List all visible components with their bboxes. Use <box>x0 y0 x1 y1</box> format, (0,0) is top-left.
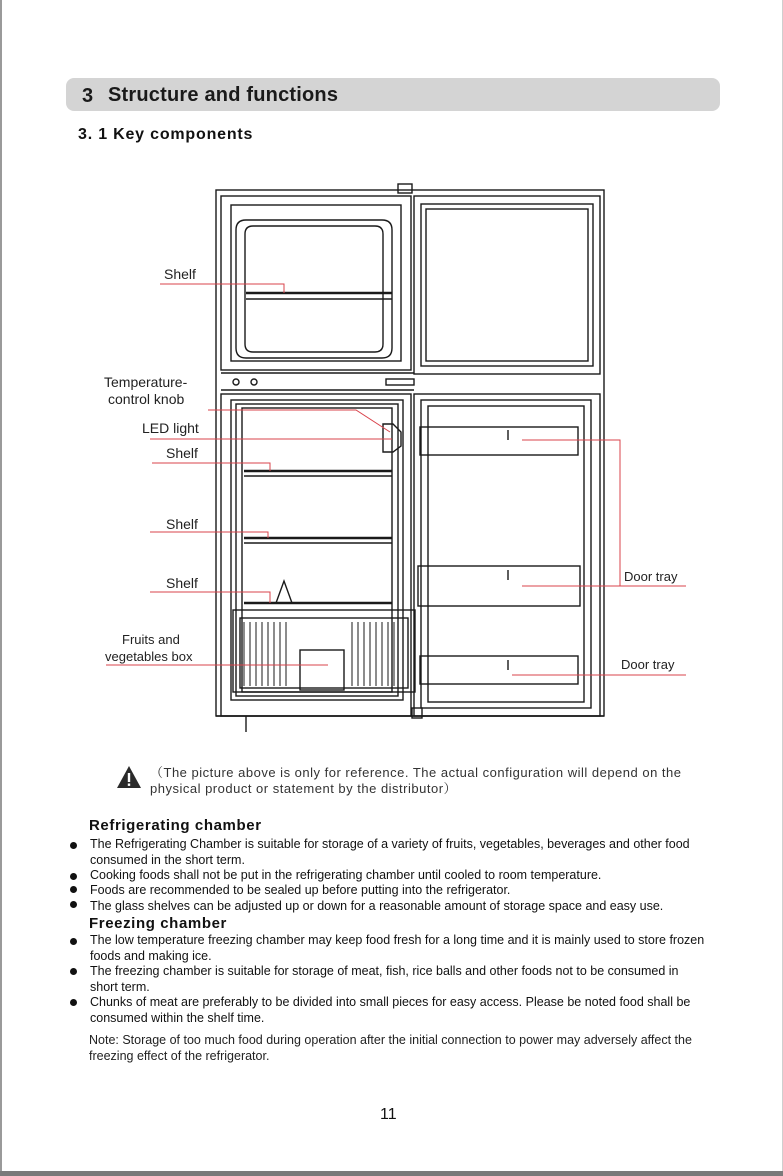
bullet-dot <box>70 968 77 975</box>
bullet-dot <box>70 873 77 880</box>
door-tray-top <box>420 427 578 455</box>
control-panel <box>386 379 414 385</box>
page-edge-bottom <box>0 1171 783 1176</box>
reference-note: （The picture above is only for reference. The actual configuration will depend on the physical product or statement by the distributor） <box>150 765 682 796</box>
freezing-heading: Freezing chamber <box>89 915 227 932</box>
label-shelf-3: Shelf <box>166 575 198 591</box>
bullet-dot <box>70 938 77 945</box>
label-door-tray-1: Door tray <box>624 569 678 584</box>
label-shelf-freezer: Shelf <box>164 266 196 282</box>
door-tray-bottom <box>420 656 578 684</box>
freezing-bullet-3: Chunks of meat are preferably to be divided into small pieces for easy access. Please be noted food shall be consumed within the shelf time. <box>90 995 691 1025</box>
indicator-dot <box>233 379 239 385</box>
top-hinge <box>398 184 412 193</box>
subsection-title: 3. 1 Key components <box>78 126 254 143</box>
refrigerating-bullet-3: Foods are recommended to be sealed up before putting into the refrigerator. <box>90 883 511 897</box>
bullet-dot <box>70 901 77 908</box>
label-door-tray-2: Door tray <box>621 657 675 672</box>
label-shelf-2: Shelf <box>166 516 198 532</box>
bullet-dot <box>70 886 77 893</box>
label-shelf-1: Shelf <box>166 445 198 461</box>
section-title: Structure and functions <box>108 84 339 106</box>
refrigerating-bullet-2: Cooking foods shall not be put in the refrigerating chamber until cooled to room temperature. <box>90 868 602 882</box>
label-fruits-1: Fruits and <box>122 632 180 647</box>
storage-note: Note: Storage of too much food during operation after the initial connection to power may adversely affect the freezing effect of the refrigerator. <box>89 1033 692 1063</box>
section-number: 3 <box>82 85 94 107</box>
fridge-door <box>414 394 600 716</box>
bullet-dot <box>70 842 77 849</box>
refrigerating-bullet-1: The Refrigerating Chamber is suitable for storage of a variety of fruits, vegetables, beverages and other food consumed in the short term. <box>90 837 690 867</box>
freezing-bullet-2: The freezing chamber is suitable for storage of meat, fish, rice balls and other foods not to be consumed in short term. <box>90 964 679 994</box>
label-temperature-knob-1: Temperature- <box>104 374 188 390</box>
bullet-dot <box>70 999 77 1006</box>
refrigerating-heading: Refrigerating chamber <box>89 817 262 834</box>
warning-icon <box>116 765 142 789</box>
label-fruits-2: vegetables box <box>105 649 193 664</box>
label-led-light: LED light <box>142 420 199 436</box>
freezing-bullet-1: The low temperature freezing chamber may keep food fresh for a long time and it is mainly used to store frozen foods and making ice. <box>90 933 705 963</box>
leader-lines <box>106 284 686 675</box>
label-temperature-knob-2: control knob <box>108 391 185 407</box>
freezer-door <box>414 196 600 374</box>
refrigerating-bullet-4: The glass shelves can be adjusted up or down for a reasonable amount of storage space and easy use. <box>90 899 664 913</box>
page-number: 11 <box>380 1106 397 1123</box>
